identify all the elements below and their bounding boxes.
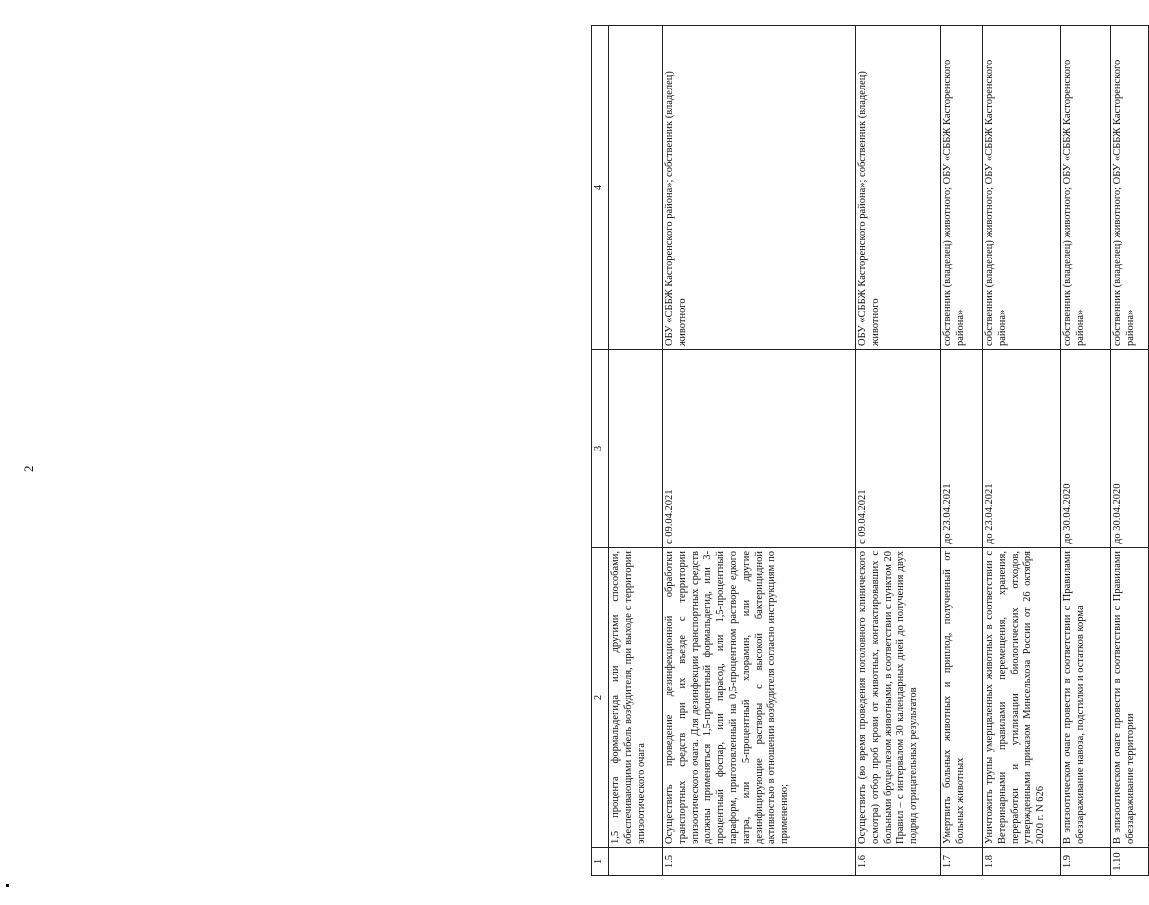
measure-text: 1,5 процента формальдегида или другими способами, обеспечивающими гибель возбудителя, при выходе с территории эпизоотического очага xyxy=(609,548,663,848)
responsible-text: собственник (владелец) животного; ОБУ «СББЖ Касторенского района» xyxy=(983,26,1061,350)
deadline-text xyxy=(609,350,663,548)
table-row xyxy=(941,26,983,876)
row-number: 1.9 xyxy=(1061,848,1111,876)
responsible-text: собственник (владелец) животного; ОБУ «СББЖ Касторенского района» xyxy=(941,26,983,350)
responsible-text: собственник (владелец) животного; ОБУ «СББЖ Касторенского района» xyxy=(1061,26,1111,350)
table-row xyxy=(856,26,941,876)
header-cell-2: 2 xyxy=(592,548,609,848)
header-cell-1: 1 xyxy=(592,848,609,876)
responsible-text: ОБУ «СББЖ Касторенского района»; собственник (владелец) животного xyxy=(663,26,856,350)
responsible-text xyxy=(609,26,663,350)
row-number: 1.10 xyxy=(1111,848,1149,876)
page-number: 2 xyxy=(21,465,36,472)
deadline-text: с 09.04.2021 xyxy=(856,350,941,548)
deadline-text: до 30.04.2020 xyxy=(1111,350,1149,548)
scan-dot xyxy=(6,884,9,887)
rotated-page xyxy=(591,26,1136,876)
measure-text: В эпизоотическом очаге провести в соответствии с Правилами обеззараживание навоза, подстилки и остатков корма xyxy=(1061,548,1111,848)
deadline-text: до 30.04.2020 xyxy=(1061,350,1111,548)
measure-text: Осуществить (во время проведения поголовного клинического осмотра) отбор проб крови от животных, контактировавших с больными бруцеллезом животными, в соответствии с пунктом 20 Правил – с интервалом 30 календарных дней до получения двух подряд отрицательных результатов xyxy=(856,548,941,848)
table-row xyxy=(1111,26,1149,876)
table-row xyxy=(1061,26,1111,876)
header-cell-3: 3 xyxy=(592,350,609,548)
header-cell-4: 4 xyxy=(592,26,609,350)
table-row xyxy=(663,26,856,876)
row-number: 1.7 xyxy=(941,848,983,876)
measure-text: В эпизоотическом очаге провести в соответствии с Правилами обеззараживание территории xyxy=(1111,548,1149,848)
deadline-text: до 23.04.2021 xyxy=(983,350,1061,548)
row-number: 1.6 xyxy=(856,848,941,876)
measures-table xyxy=(591,25,1149,876)
measure-text: Умертвить больных животных и приплод, полученный от больных животных xyxy=(941,548,983,848)
deadline-text: с 09.04.2021 xyxy=(663,350,856,548)
row-number: 1.5 xyxy=(663,848,856,876)
row-number: 1.8 xyxy=(983,848,1061,876)
table-row xyxy=(983,26,1061,876)
row-number xyxy=(609,848,663,876)
deadline-text: до 23.04.2021 xyxy=(941,350,983,548)
measure-text: Уничтожить трупы умерщвленных животных в соответствии с Ветеринарными правилами перемещения, хранения, переработки и утилизации биологических отходов, утвержденными приказом Минсельхоза России от 26 октября 2020 г. N 626 xyxy=(983,548,1061,848)
measure-text: Осуществить проведение дезинфекционной обработки транспортных средств при их въезде с территории эпизоотического очага. Для дезинфекции транспортных средств должны применяться 1,5-процентный формальдегид, или 3-процентный фоспар, или парасод, или 1,5-процентный параформ, приготовленный на 0,5-процентном растворе едкого натра, или 5-процентный хлорамин, или другие дезинфицирующие растворы с высокой бактерицидной активностью в отношении возбудителя согласно инструкциям по применению; xyxy=(663,548,856,848)
responsible-text: собственник (владелец) животного; ОБУ «СББЖ Касторенского района» xyxy=(1111,26,1149,350)
responsible-text: ОБУ «СББЖ Касторенского района»; собственник (владелец) животного xyxy=(856,26,941,350)
table-header-row xyxy=(592,26,609,876)
table-row xyxy=(609,26,663,876)
